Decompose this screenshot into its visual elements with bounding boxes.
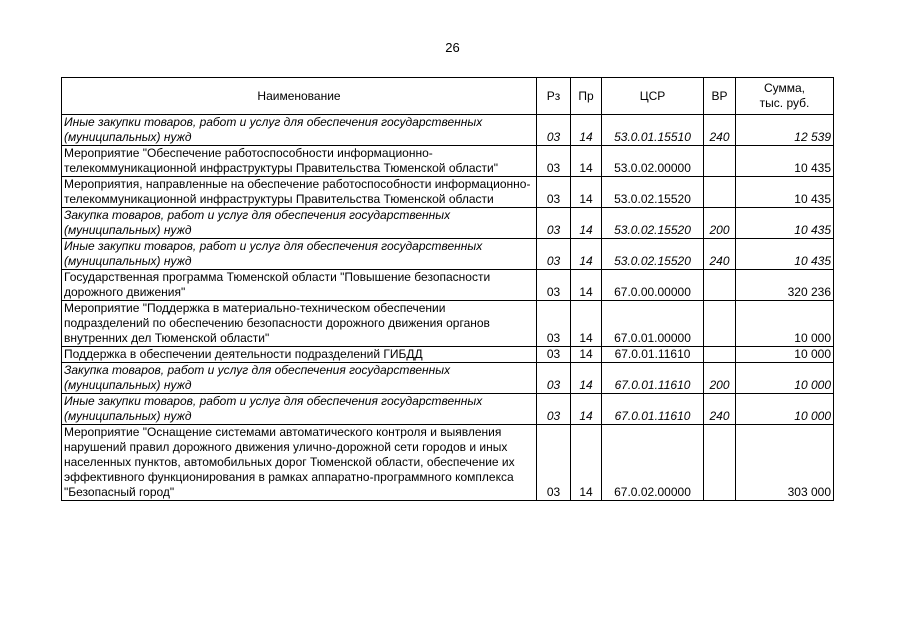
cell-csr: 67.0.01.11610	[602, 363, 704, 394]
cell-sum: 12 539	[736, 115, 834, 146]
table-row	[62, 239, 834, 270]
cell-rz: 03	[537, 425, 571, 501]
cell-rz: 03	[537, 208, 571, 239]
table-row	[62, 347, 834, 363]
cell-name: Иные закупки товаров, работ и услуг для обеспечения государственных (муниципальных) нужд	[62, 394, 537, 425]
table-header-row	[62, 78, 834, 115]
cell-vr	[704, 347, 736, 363]
cell-rz: 03	[537, 394, 571, 425]
cell-name: Иные закупки товаров, работ и услуг для обеспечения государственных (муниципальных) нужд	[62, 239, 537, 270]
cell-vr	[704, 425, 736, 501]
cell-sum: 10 435	[736, 208, 834, 239]
cell-name: Мероприятия, направленные на обеспечение работоспособности информационно-телекоммуникационной инфраструктуры Правительства Тюменской области	[62, 177, 537, 208]
cell-sum: 10 000	[736, 301, 834, 347]
table-row	[62, 394, 834, 425]
cell-name: Мероприятие "Оснащение системами автоматического контроля и выявления нарушений правил дорожного движения улично-дорожной сети городов и иных населенных пунктов, автомобильных дорог Тюменской области, обеспечение их эффективного функционирования в рамках аппаратно-программного комплекса "Безопасный город"	[62, 425, 537, 501]
cell-name: Закупка товаров, работ и услуг для обеспечения государственных (муниципальных) нужд	[62, 208, 537, 239]
header-rz: Рз	[537, 78, 571, 115]
cell-csr: 67.0.00.00000	[602, 270, 704, 301]
cell-csr: 53.0.01.15510	[602, 115, 704, 146]
header-csr: ЦСР	[602, 78, 704, 115]
cell-vr	[704, 301, 736, 347]
cell-rz: 03	[537, 115, 571, 146]
cell-sum: 10 435	[736, 239, 834, 270]
cell-vr	[704, 177, 736, 208]
header-name: Наименование	[62, 78, 537, 115]
cell-csr: 53.0.02.00000	[602, 146, 704, 177]
table-row	[62, 301, 834, 347]
cell-sum: 320 236	[736, 270, 834, 301]
cell-vr	[704, 270, 736, 301]
cell-csr: 53.0.02.15520	[602, 177, 704, 208]
cell-rz: 03	[537, 146, 571, 177]
header-sum-line1: Сумма,	[763, 81, 806, 95]
cell-sum: 10 000	[736, 394, 834, 425]
table-body	[62, 115, 834, 501]
cell-csr: 67.0.02.00000	[602, 425, 704, 501]
cell-pr: 14	[571, 239, 602, 270]
cell-vr	[704, 146, 736, 177]
cell-vr: 200	[704, 363, 736, 394]
cell-rz: 03	[537, 177, 571, 208]
cell-vr: 200	[704, 208, 736, 239]
cell-name: Поддержка в обеспечении деятельности подразделений ГИБДД	[62, 347, 537, 363]
cell-csr: 67.0.01.00000	[602, 301, 704, 347]
header-sum-line2: тыс. руб.	[759, 96, 810, 110]
table-row	[62, 115, 834, 146]
header-pr: Пр	[571, 78, 602, 115]
header-sum	[736, 78, 834, 115]
table-row	[62, 177, 834, 208]
budget-table	[61, 77, 834, 501]
cell-pr: 14	[571, 301, 602, 347]
cell-csr: 67.0.01.11610	[602, 347, 704, 363]
cell-pr: 14	[571, 270, 602, 301]
table-row	[62, 363, 834, 394]
cell-pr: 14	[571, 208, 602, 239]
cell-rz: 03	[537, 347, 571, 363]
cell-pr: 14	[571, 177, 602, 208]
cell-vr: 240	[704, 115, 736, 146]
cell-pr: 14	[571, 146, 602, 177]
header-vr: ВР	[704, 78, 736, 115]
cell-sum: 10 435	[736, 146, 834, 177]
cell-rz: 03	[537, 239, 571, 270]
table-row	[62, 208, 834, 239]
page-number: 26	[445, 40, 460, 55]
cell-name: Закупка товаров, работ и услуг для обеспечения государственных (муниципальных) нужд	[62, 363, 537, 394]
cell-pr: 14	[571, 394, 602, 425]
table-row	[62, 270, 834, 301]
cell-vr: 240	[704, 394, 736, 425]
cell-sum: 10 000	[736, 363, 834, 394]
cell-sum: 303 000	[736, 425, 834, 501]
cell-rz: 03	[537, 301, 571, 347]
cell-rz: 03	[537, 363, 571, 394]
cell-name: Иные закупки товаров, работ и услуг для обеспечения государственных (муниципальных) нужд	[62, 115, 537, 146]
cell-csr: 53.0.02.15520	[602, 208, 704, 239]
cell-sum: 10 435	[736, 177, 834, 208]
cell-pr: 14	[571, 115, 602, 146]
cell-csr: 67.0.01.11610	[602, 394, 704, 425]
cell-name: Мероприятие "Обеспечение работоспособности информационно-телекоммуникационной инфраструктуры Правительства Тюменской области"	[62, 146, 537, 177]
cell-vr: 240	[704, 239, 736, 270]
cell-name: Государственная программа Тюменской области "Повышение безопасности дорожного движения"	[62, 270, 537, 301]
table-row	[62, 425, 834, 501]
cell-sum: 10 000	[736, 347, 834, 363]
cell-pr: 14	[571, 425, 602, 501]
cell-pr: 14	[571, 363, 602, 394]
table-row	[62, 146, 834, 177]
cell-name: Мероприятие "Поддержка в материально-техническом обеспечении подразделений по обеспечению безопасности дорожного движения органов внутренних дел Тюменской области"	[62, 301, 537, 347]
cell-csr: 53.0.02.15520	[602, 239, 704, 270]
cell-pr: 14	[571, 347, 602, 363]
cell-rz: 03	[537, 270, 571, 301]
